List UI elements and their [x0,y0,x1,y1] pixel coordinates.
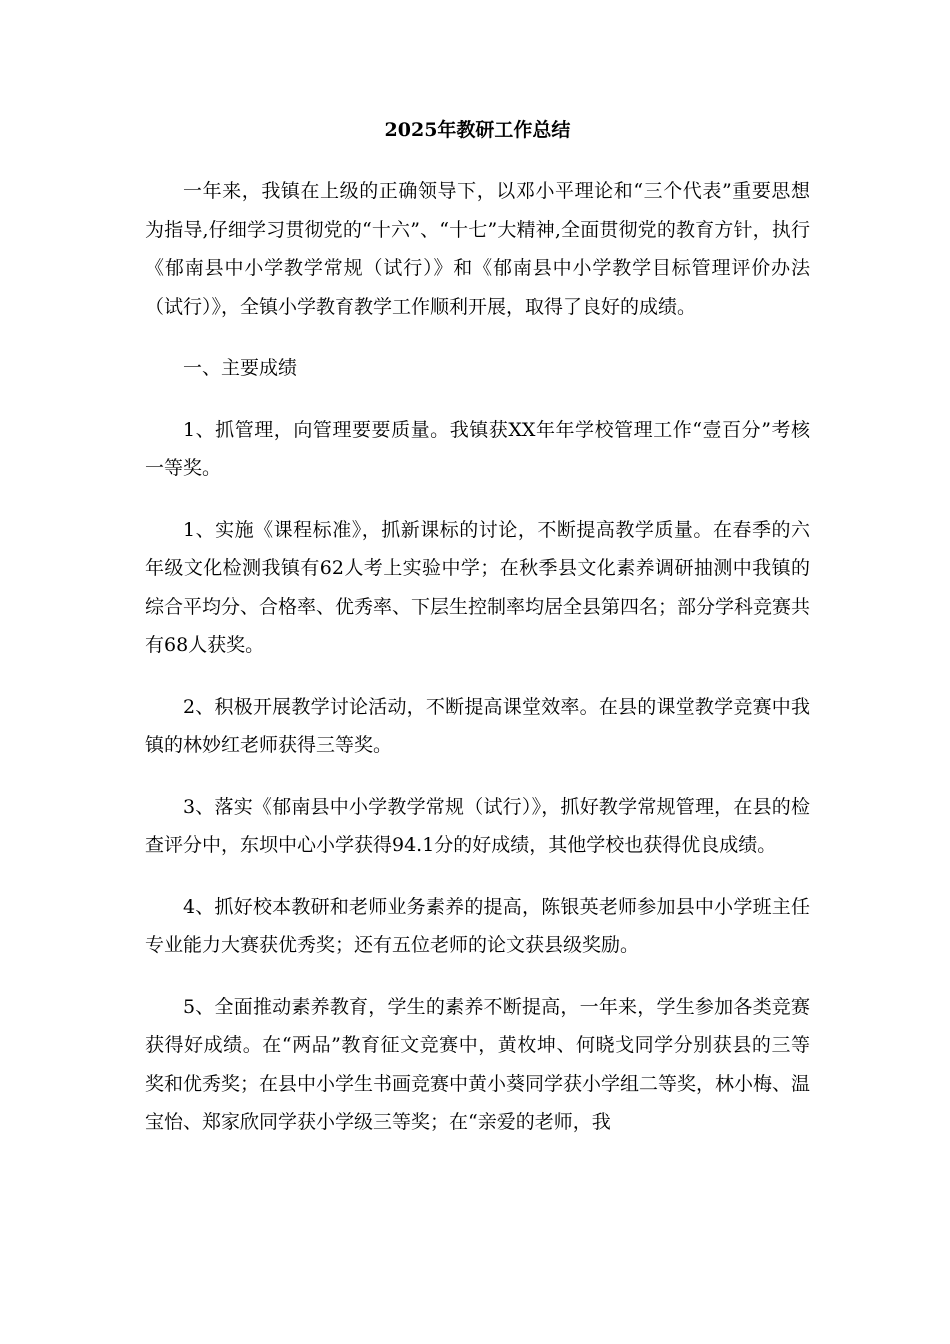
paragraph-teaching-routine: 3、落实《郁南县中小学教学常规（试行）》，抓好教学常规管理，在县的检查评分中，东坝中心小学获得94.1分的好成绩，其他学校也获得优良成绩。 [145,795,810,856]
paragraph-teaching-research: 2、积极开展教学讨论活动，不断提高课堂效率。在县的课堂教学竞赛中我镇的林妙红老师获得三等奖。 [145,695,810,756]
paragraph-curriculum-standards: 1、实施《课程标准》，抓新课标的讨论，不断提高教学质量。在春季的六年级文化检测我镇有62人考上实验中学；在秋季县文化素养调研抽测中我镇的综合平均分、合格率、优秀率、下层生控制率均居全县第四名；部分学科竞赛共有68人获奖。 [145,518,811,656]
paragraph-quality-education: 5、全面推动素养教育，学生的素养不断提高，一年来，学生参加各类竞赛获得好成绩。在“两品”教育征文竞赛中，黄枚坤、何晓戈同学分别获县的三等奖和优秀奖；在县中小学生书画竞赛中黄小葵同学获小学组二等奖，林小梅、温宝怡、郑家欣同学获小学级三等奖；在“亲爱的老师，我 [145,995,811,1133]
paragraph-intro: 一年来，我镇在上级的正确领导下，以邓小平理论和“三个代表”重要思想为指导,仔细学习贯彻党的“十六”、“十七”大精神,全面贯彻党的教育方针，执行《郁南县中小学教学常规（试行）》和《郁南县中小学教学目标管理评价办法（试行）》，全镇小学教育教学工作顺利开展，取得了良好的成绩。 [145,180,810,318]
paragraph-management: 1、抓管理，向管理要要质量。我镇获XX年年学校管理工作“壹百分”考核一等奖。 [145,418,810,479]
section-heading-main-achievements: 一、主要成绩 [183,357,298,379]
document-page [145,112,810,1165]
paragraph-school-based-research: 4、抓好校本教研和老师业务素养的提高，陈银英老师参加县中小学班主任专业能力大赛获优秀奖；还有五位老师的论文获县级奖励。 [145,895,810,956]
document-title: 2025年教研工作总结 [384,119,571,141]
